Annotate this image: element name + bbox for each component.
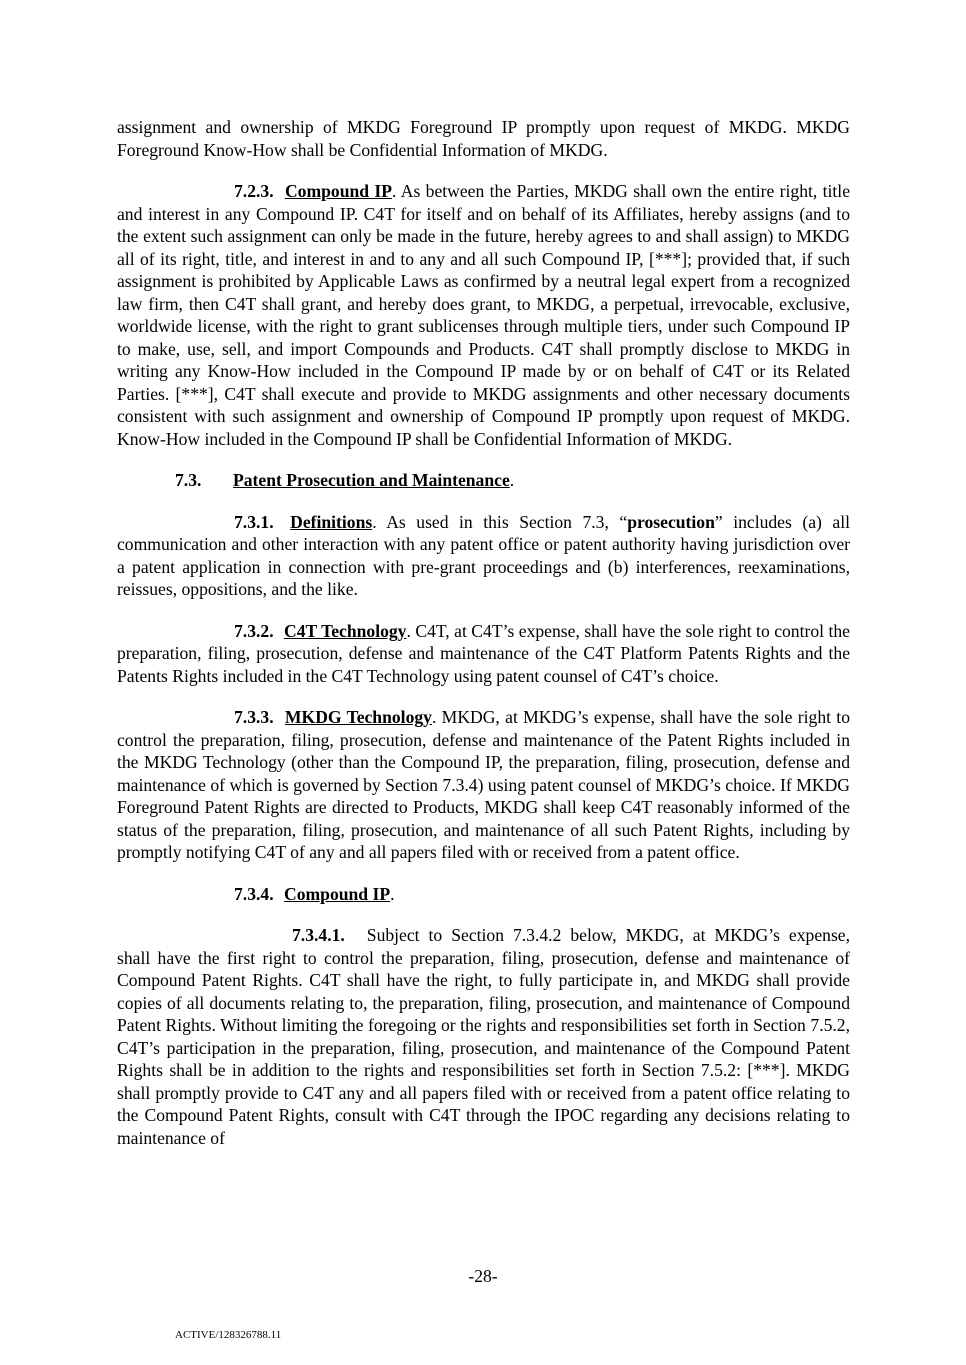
section-title: Patent Prosecution and Maintenance bbox=[233, 470, 510, 490]
section-title: Compound IP bbox=[284, 181, 392, 201]
section-text: . As used in this Section 7.3, “ bbox=[372, 511, 628, 532]
page-number: -28- bbox=[468, 1266, 498, 1286]
section-number: 7.2.3. bbox=[234, 181, 274, 201]
section-text: . As between the Parties, MKDG shall own the entire right, title and interest in any Compound IP. C4T for itself and on behalf of its Affiliates, hereby assigns (and to the extent such assignment can only be made in the future, hereby agrees to and shall assign) to MKDG all of its right, title, and interest in and to any and all such Compound IP, [***]; provided that, if such assignment is prohibited by Applicable Laws as confirmed by a neutral legal expert from a recognized law firm, then C4T shall grant, and hereby does grant, to MKDG, a perpetual, irrevocable, exclusive, worldwide license, with the right to grant sublicenses through multiple tiers, under such Compound IP to make, use, sell, and import Compounds and Products. C4T shall promptly disclose to MKDG in writing any Know-How included in the Compound IP made by or on behalf of C4T or its Related Parties. [***], C4T shall execute and provide to MKDG assignments and other necessary documents consistent with such assignment and ownership of Compound IP promptly upon request of MKDG. Know-How included in the Compound IP shall be Confidential Information of MKDG. bbox=[117, 181, 851, 449]
section-title: C4T Technology bbox=[284, 620, 407, 641]
section-7-2-3 bbox=[117, 180, 850, 450]
section-7-3-1 bbox=[117, 511, 850, 601]
section-number: 7.3. bbox=[175, 470, 202, 490]
section-text-cont: ” includes (a) all communication and other interaction with any patent office or patent authority having jurisdiction over a patent application in connection with pre-grant proceedings and (b) interferences, reexaminations, reissues, oppositions, and the like. bbox=[117, 511, 850, 599]
section-number: 7.3.1. bbox=[234, 511, 274, 532]
section-7-3-3 bbox=[117, 706, 850, 864]
paragraph-continuation: assignment and ownership of MKDG Foreground IP promptly upon request of MKDG. MKDG Foreground Know-How shall be Confidential Information of MKDG. bbox=[117, 117, 850, 160]
section-7-3-heading bbox=[117, 469, 850, 492]
section-text: . MKDG, at MKDG’s expense, shall have the sole right to control the preparation, filing, prosecution, defense and maintenance of the Patent Rights included in the MKDG Technology (other than the Compound IP, the preparation, filing, prosecution, defense and maintenance of which is governed by Section 7.3.4) using patent counsel of MKDG’s choice. If MKDG Foreground Patent Rights are directed to Products, MKDG shall keep C4T reasonably informed of the status of the preparation, filing, prosecution, and maintenance of all such Patent Rights, including by promptly notifying C4T of any and all papers filed with or received from a patent office. bbox=[117, 707, 850, 862]
document-body bbox=[117, 116, 850, 1149]
section-text: . C4T, at C4T’s expense, shall have the sole right to control the preparation, filing, prosecution, defense and maintenance of the C4T Platform Patents Rights and the Patents Rights included in the C4T Technology using patent counsel of C4T’s choice. bbox=[117, 620, 850, 686]
section-number: 7.3.3. bbox=[234, 707, 274, 727]
section-7-3-2 bbox=[117, 620, 850, 688]
section-number: 7.3.4. bbox=[234, 883, 274, 904]
section-title: Definitions bbox=[290, 511, 373, 532]
section-title: Compound IP bbox=[284, 883, 391, 904]
section-number: 7.3.2. bbox=[234, 620, 274, 641]
section-title-period: . bbox=[390, 883, 395, 904]
section-title-period: . bbox=[509, 470, 515, 490]
section-7-3-4-heading bbox=[117, 883, 850, 906]
defined-term: prosecution bbox=[627, 511, 715, 532]
section-7-3-4-1 bbox=[117, 924, 850, 1149]
section-title: MKDG Technology bbox=[284, 707, 432, 727]
section-number: 7.3.4.1. bbox=[292, 925, 345, 945]
document-id: ACTIVE/128326788.11 bbox=[175, 1329, 282, 1341]
section-text: Subject to Section 7.3.4.2 below, MKDG, at MKDG’s expense, shall have the first right to control the preparation, filing, prosecution, defense and maintenance of Compound Patent Rights. C4T shall have the right, to fully participate in, and MKDG shall provide copies of all documents relating to, the preparation, filing, prosecution, and maintenance of Compound Patent Rights. Without limiting the foregoing or the rights and responsibilities set forth in Section 7.5.2, C4T’s participation in the preparation, filing, prosecution, and maintenance of the Compound Patent Rights shall be in addition to the rights and responsibilities set forth in Section 7.5.2: [***]. MKDG shall promptly provide to C4T any and all papers filed with or received from a patent office relating to the Compound Patent Rights, consult with C4T through the IPOC regarding any decisions relating to maintenance of bbox=[117, 925, 850, 1148]
